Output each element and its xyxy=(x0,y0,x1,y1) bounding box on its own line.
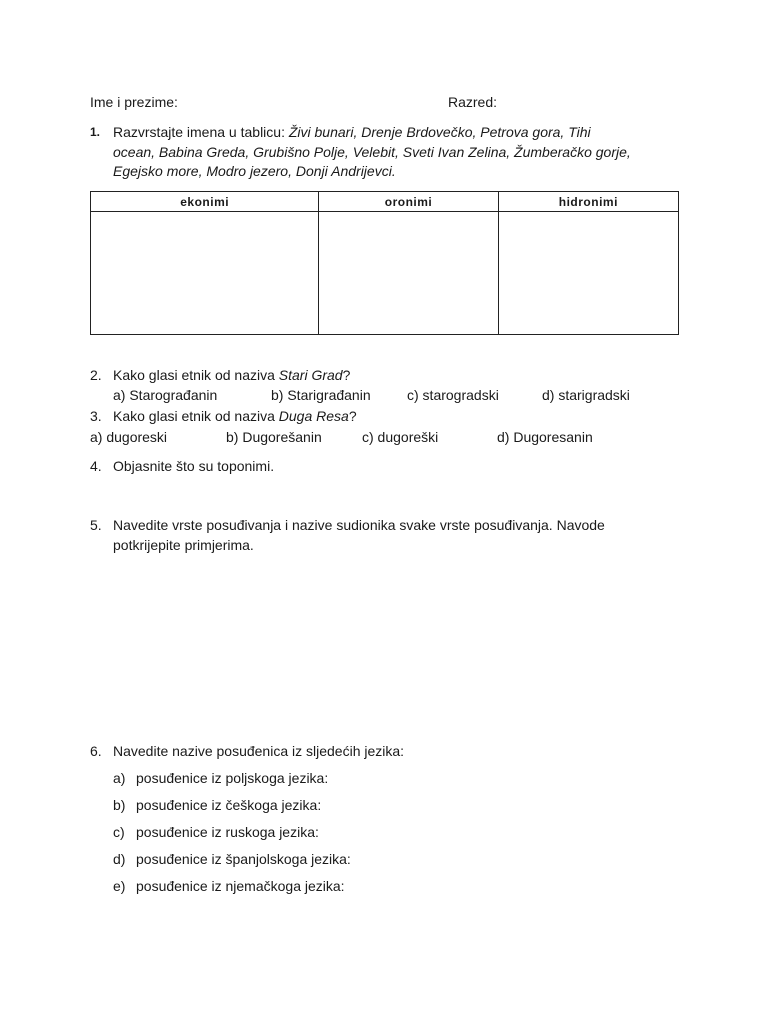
name-label: Ime i prezime: xyxy=(90,94,178,110)
place-name: Duga Resa xyxy=(278,408,349,424)
q3-option-b[interactable]: b) Dugorešanin xyxy=(226,429,322,445)
q3-options xyxy=(0,427,768,447)
item-text: posuđenice iz ruskoga jezika: xyxy=(136,824,319,840)
item-text: posuđenice iz španjolskoga jezika: xyxy=(136,851,351,867)
question-mark: ? xyxy=(348,408,357,424)
question-number: 5. xyxy=(90,517,102,533)
name-list-line: Živi bunari, Drenje Brdovečko, Petrova gora, Tihi xyxy=(288,124,591,140)
q2-option-d[interactable]: d) starigradski xyxy=(542,387,630,403)
name-list-text: ocean, Babina Greda, Grubišno Polje, Velebit, Sveti Ivan Zelina, Žumberačko gorje, xyxy=(113,144,631,160)
table-answer-row[interactable] xyxy=(91,212,679,335)
place-name: Stari Grad xyxy=(278,367,343,383)
item-letter: e) xyxy=(113,878,126,894)
answer-cell-hidronimi[interactable] xyxy=(498,212,678,335)
question-text: Objasnite što su toponimi. xyxy=(113,458,275,474)
item-text: posuđenice iz njemačkoga jezika: xyxy=(136,878,345,894)
q3-option-d[interactable]: d) Dugoresanin xyxy=(497,429,593,445)
q3-option-c[interactable]: c) dugoreški xyxy=(362,429,439,445)
item-text: posuđenice iz češkoga jezika: xyxy=(136,797,322,813)
class-label: Razred: xyxy=(448,94,498,110)
question-number: 6. xyxy=(90,743,102,759)
column-header-oronimi: oronimi xyxy=(319,192,498,212)
table-header-row xyxy=(91,192,679,212)
q3-option-a[interactable]: a) dugoreski xyxy=(90,429,168,445)
q2-option-a[interactable]: a) Starograđanin xyxy=(113,387,218,403)
question-number: 1. xyxy=(90,125,101,139)
q2-option-b[interactable]: b) Starigrađanin xyxy=(271,387,371,403)
item-letter: d) xyxy=(113,851,126,867)
question-text: Navedite vrste posuđivanja i nazive sudionika svake vrste posuđivanja. Navode xyxy=(113,517,605,533)
item-letter: c) xyxy=(113,824,125,840)
classification-table xyxy=(90,191,679,335)
question-prompt: Kako glasi etnik od naziva xyxy=(113,367,279,383)
q2-option-c[interactable]: c) starogradski xyxy=(407,387,499,403)
item-text: posuđenice iz poljskoga jezika: xyxy=(136,770,329,786)
question-prompt: Razvrstajte imena u tablicu: xyxy=(113,124,289,140)
name-list-line xyxy=(113,161,396,181)
question-text: Navedite nazive posuđenica iz sljedećih jezika: xyxy=(113,743,405,759)
answer-cell-ekonimi[interactable] xyxy=(91,212,319,335)
question-prompt: Kako glasi etnik od naziva xyxy=(113,408,279,424)
item-letter: a) xyxy=(113,770,126,786)
item-letter: b) xyxy=(113,797,126,813)
question-number: 4. xyxy=(90,458,102,474)
q2-options xyxy=(0,385,768,405)
name-list-text: Egejsko more, Modro jezero, Donji Andrijevci. xyxy=(113,163,396,179)
answer-cell-oronimi[interactable] xyxy=(319,212,498,335)
question-text-continued: potkrijepite primjerima. xyxy=(113,537,254,553)
question-mark: ? xyxy=(342,367,351,383)
question-number: 2. xyxy=(90,367,102,383)
column-header-ekonimi: ekonimi xyxy=(91,192,319,212)
name-list-line xyxy=(113,142,631,162)
column-header-hidronimi: hidronimi xyxy=(498,192,678,212)
question-number: 3. xyxy=(90,408,102,424)
